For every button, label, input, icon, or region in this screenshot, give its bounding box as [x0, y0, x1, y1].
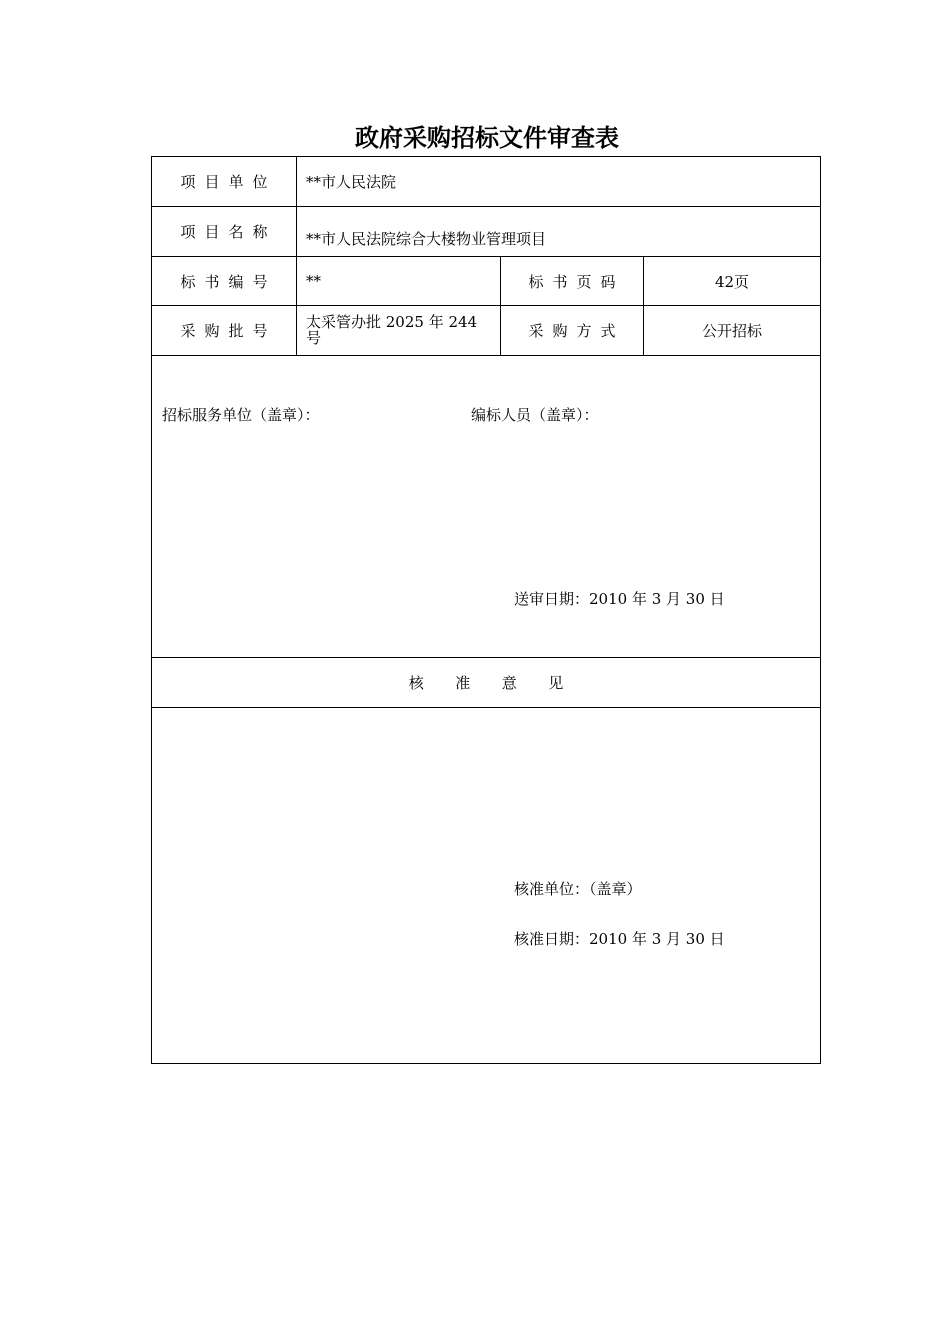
procurement-method-value: 公开招标 — [701, 322, 762, 340]
approval-section — [152, 708, 820, 1063]
row-project-unit — [152, 157, 820, 207]
row-approval-number — [152, 306, 820, 356]
approval-number-label: 采购批号 — [152, 306, 297, 355]
document-title: 政府采购招标文件审查表 — [355, 124, 619, 152]
approval-number-value: 太采管办批 2025 年 244 号 — [297, 306, 501, 355]
approval-header-row — [152, 658, 820, 708]
approval-unit-label: 核准单位：（盖章） — [514, 880, 642, 898]
submission-date: 送审日期：2010 年 3 月 30 日 — [514, 590, 725, 608]
agency-seal-label: 招标服务单位（盖章）： — [162, 406, 320, 424]
review-form-table — [151, 156, 821, 1064]
procurement-method-label: 采购方式 — [501, 306, 644, 355]
project-unit-value: **市人民法院 — [306, 173, 397, 191]
approval-header: 核准意见 — [408, 674, 595, 692]
tender-number-label: 标书编号 — [152, 257, 297, 305]
approval-date: 核准日期：2010 年 3 月 30 日 — [514, 930, 725, 948]
tender-number-value: ** — [297, 257, 501, 305]
row-project-name — [152, 207, 820, 257]
submission-section — [152, 356, 820, 658]
row-tender-number — [152, 257, 820, 306]
project-name-value: **市人民法院综合大楼物业管理项目 — [306, 230, 547, 248]
page-count-value: 42页 — [714, 272, 750, 291]
page-count-label: 标书页码 — [501, 257, 644, 305]
compiler-seal-label: 编标人员（盖章）： — [471, 406, 599, 424]
project-name-label: 项目名称 — [152, 207, 297, 256]
project-unit-label: 项目单位 — [152, 157, 297, 206]
